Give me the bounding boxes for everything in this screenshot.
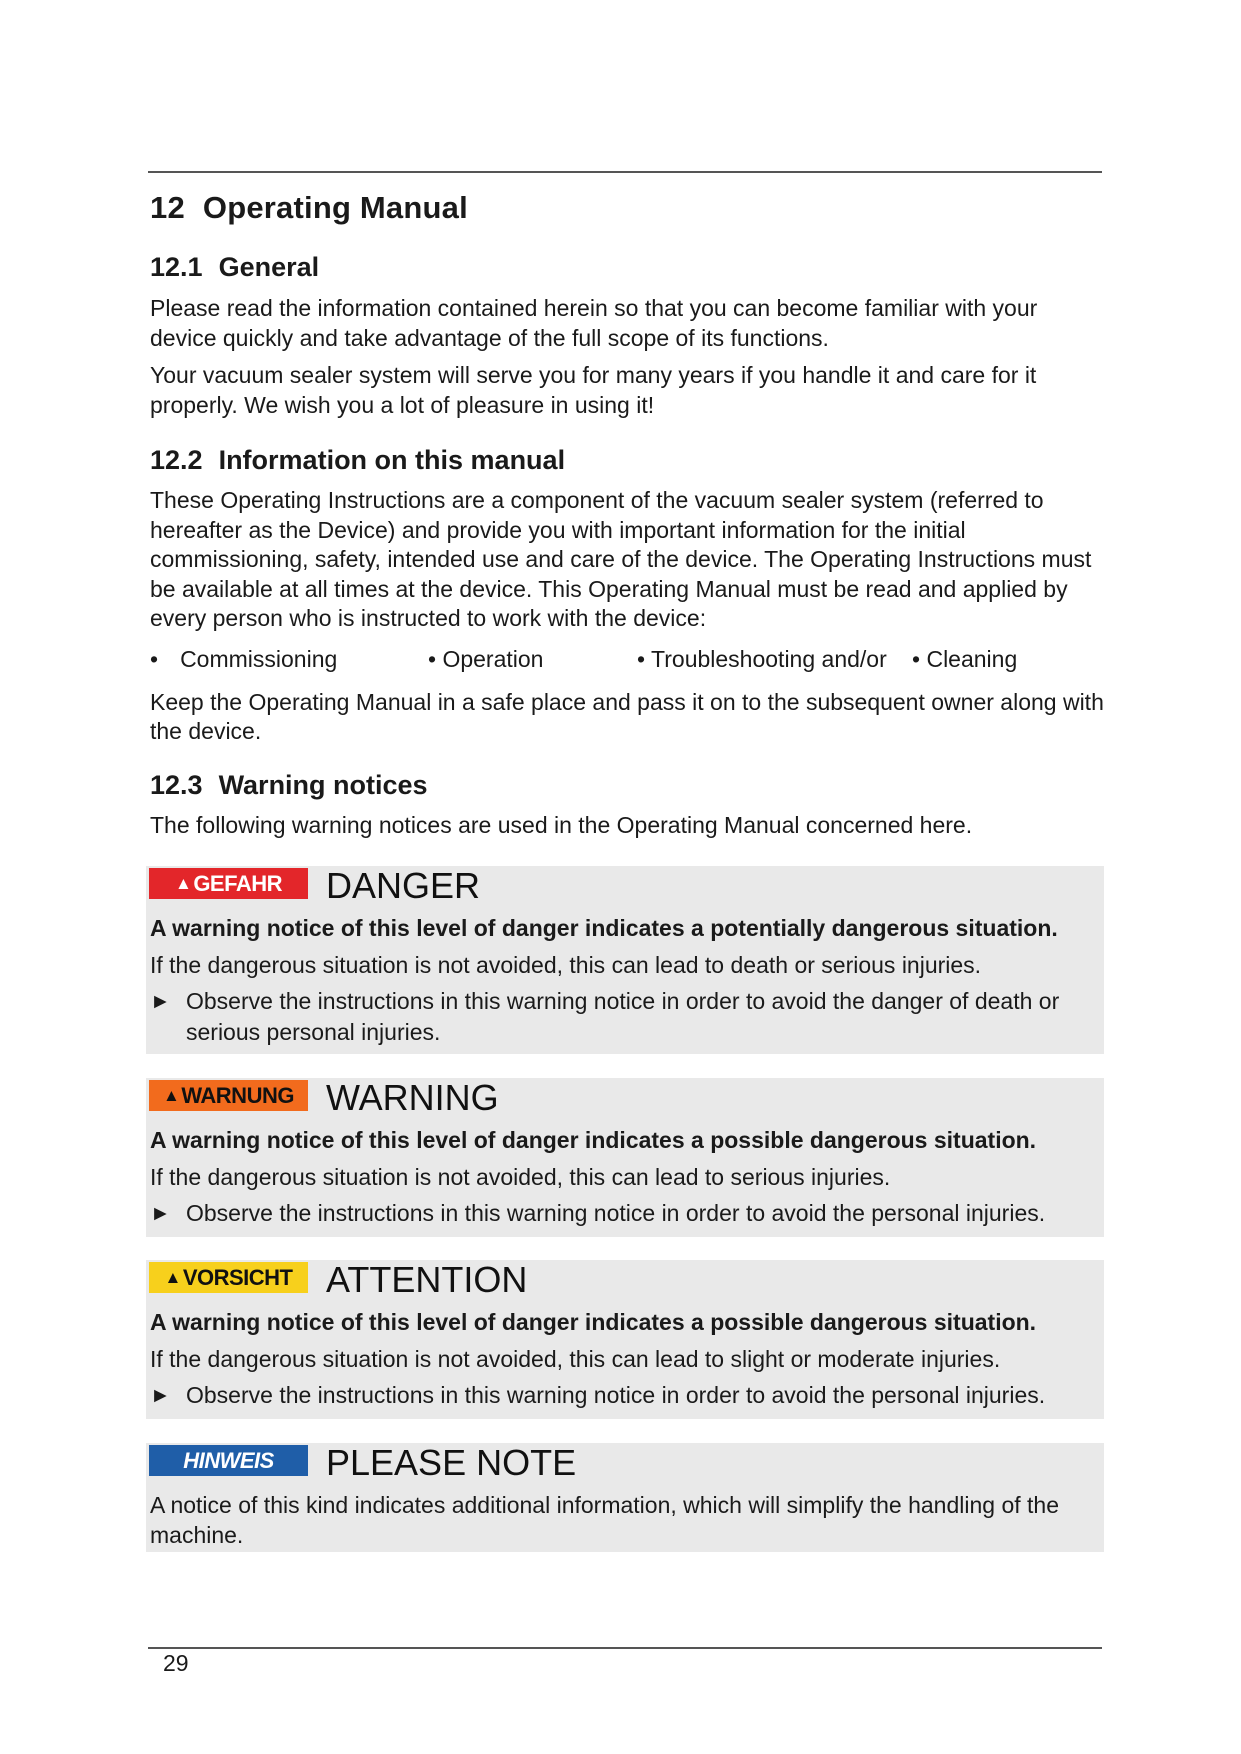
- list-item: • Cleaning: [912, 645, 1018, 672]
- section-number: 12.2: [150, 445, 203, 475]
- chapter-number: 12: [150, 190, 185, 225]
- keep-paragraph: Keep the Operating Manual in a safe place and pass it on to the subsequent owner along with the device.: [150, 688, 1104, 744]
- danger-badge: ▲ GEFAHR: [149, 868, 308, 899]
- section-heading-info: [150, 445, 1104, 476]
- info-paragraph: These Operating Instructions are a component of the vacuum sealer system (referred to hereafter as the Device) and provide you with important information for the initial commissioning, safety, intended use and care of the device. The Operating Instructions must be available at all times at the device. This Operating Manual must be read and applied by every person who is instructed to work with the device:: [150, 487, 1092, 631]
- attention-instruction: ► Observe the instructions in this warning notice in order to avoid the personal injuries.: [150, 1380, 1100, 1411]
- section-heading-warnings: [150, 770, 1104, 801]
- warning-triangle-icon: ▲: [163, 1085, 180, 1105]
- warning-instruction: ► Observe the instructions in this warning notice in order to avoid the personal injuries.: [150, 1198, 1100, 1229]
- footer-rule: [148, 1647, 1102, 1649]
- arrow-right-icon: ►: [150, 1202, 171, 1225]
- attention-badge: ▲ VORSICHT: [149, 1262, 308, 1293]
- section-number: 12.1: [150, 252, 203, 282]
- attention-body: [150, 1308, 1100, 1411]
- warning-notice: [146, 1078, 1104, 1237]
- warning-triangle-icon: ▲: [164, 1267, 181, 1287]
- list-item: • Operation: [428, 645, 544, 672]
- attention-bold-line: A warning notice of this level of danger indicates a possible dangerous situation.: [150, 1309, 1037, 1335]
- attention-title: ATTENTION: [326, 1259, 528, 1300]
- general-paragraph-2: Your vacuum sealer system will serve you for many years if you handle it and care for it properly. We wish you a lot of pleasure in using it!: [150, 362, 1037, 418]
- note-badge: HINWEIS: [149, 1445, 308, 1476]
- chapter-title: Operating Manual: [202, 190, 468, 225]
- danger-body: [150, 914, 1100, 1048]
- danger-text: If the dangerous situation is not avoided, this can lead to death or serious injuries.: [150, 952, 982, 978]
- attention-text: If the dangerous situation is not avoided, this can lead to slight or moderate injuries.: [150, 1346, 1001, 1372]
- page-number: 29: [163, 1650, 189, 1676]
- usage-list: [150, 646, 1104, 676]
- warning-bold-line: A warning notice of this level of danger indicates a possible dangerous situation.: [150, 1127, 1037, 1153]
- warning-text: If the dangerous situation is not avoided, this can lead to serious injuries.: [150, 1164, 891, 1190]
- header-rule: [148, 171, 1102, 173]
- bullet: •: [637, 645, 646, 672]
- warnings-intro: The following warning notices are used in the Operating Manual concerned here.: [150, 811, 973, 838]
- chapter-heading: [150, 190, 1104, 226]
- danger-title: DANGER: [326, 865, 481, 906]
- bullet: •: [150, 645, 159, 672]
- list-item: • Troubleshooting and/or: [637, 645, 887, 672]
- bullet: •: [428, 645, 437, 672]
- danger-bold-line: A warning notice of this level of danger indicates a potentially dangerous situation.: [150, 915, 1058, 941]
- note-body: [150, 1491, 1100, 1550]
- warning-title: WARNING: [326, 1077, 499, 1118]
- page-content: [150, 190, 1104, 840]
- warning-badge: ▲ WARNUNG: [149, 1080, 308, 1111]
- attention-notice: [146, 1260, 1104, 1419]
- bullet: •: [912, 645, 921, 672]
- arrow-right-icon: ►: [150, 990, 171, 1013]
- section-number: 12.3: [150, 769, 203, 800]
- section-heading-general: [150, 252, 1104, 283]
- warning-triangle-icon: ▲: [174, 873, 192, 893]
- section-title: Warning notices: [218, 769, 428, 800]
- note-title: PLEASE NOTE: [326, 1442, 577, 1483]
- danger-instruction: ► Observe the instructions in this warning notice in order to avoid the danger of death or serious personal injuries.: [150, 988, 1060, 1045]
- section-title: General: [218, 252, 320, 282]
- arrow-right-icon: ►: [150, 1384, 171, 1407]
- note-notice: [146, 1443, 1104, 1552]
- danger-notice: [146, 866, 1104, 1054]
- general-paragraph-1: Please read the information contained herein so that you can become familiar with your device quickly and take advantage of the full scope of its functions.: [150, 295, 1038, 351]
- list-item: • Commissioning: [150, 645, 338, 672]
- warning-body: [150, 1126, 1100, 1229]
- note-text: A notice of this kind indicates additional information, which will simplify the handling of the machine.: [150, 1492, 1059, 1548]
- section-title: Information on this manual: [218, 445, 566, 475]
